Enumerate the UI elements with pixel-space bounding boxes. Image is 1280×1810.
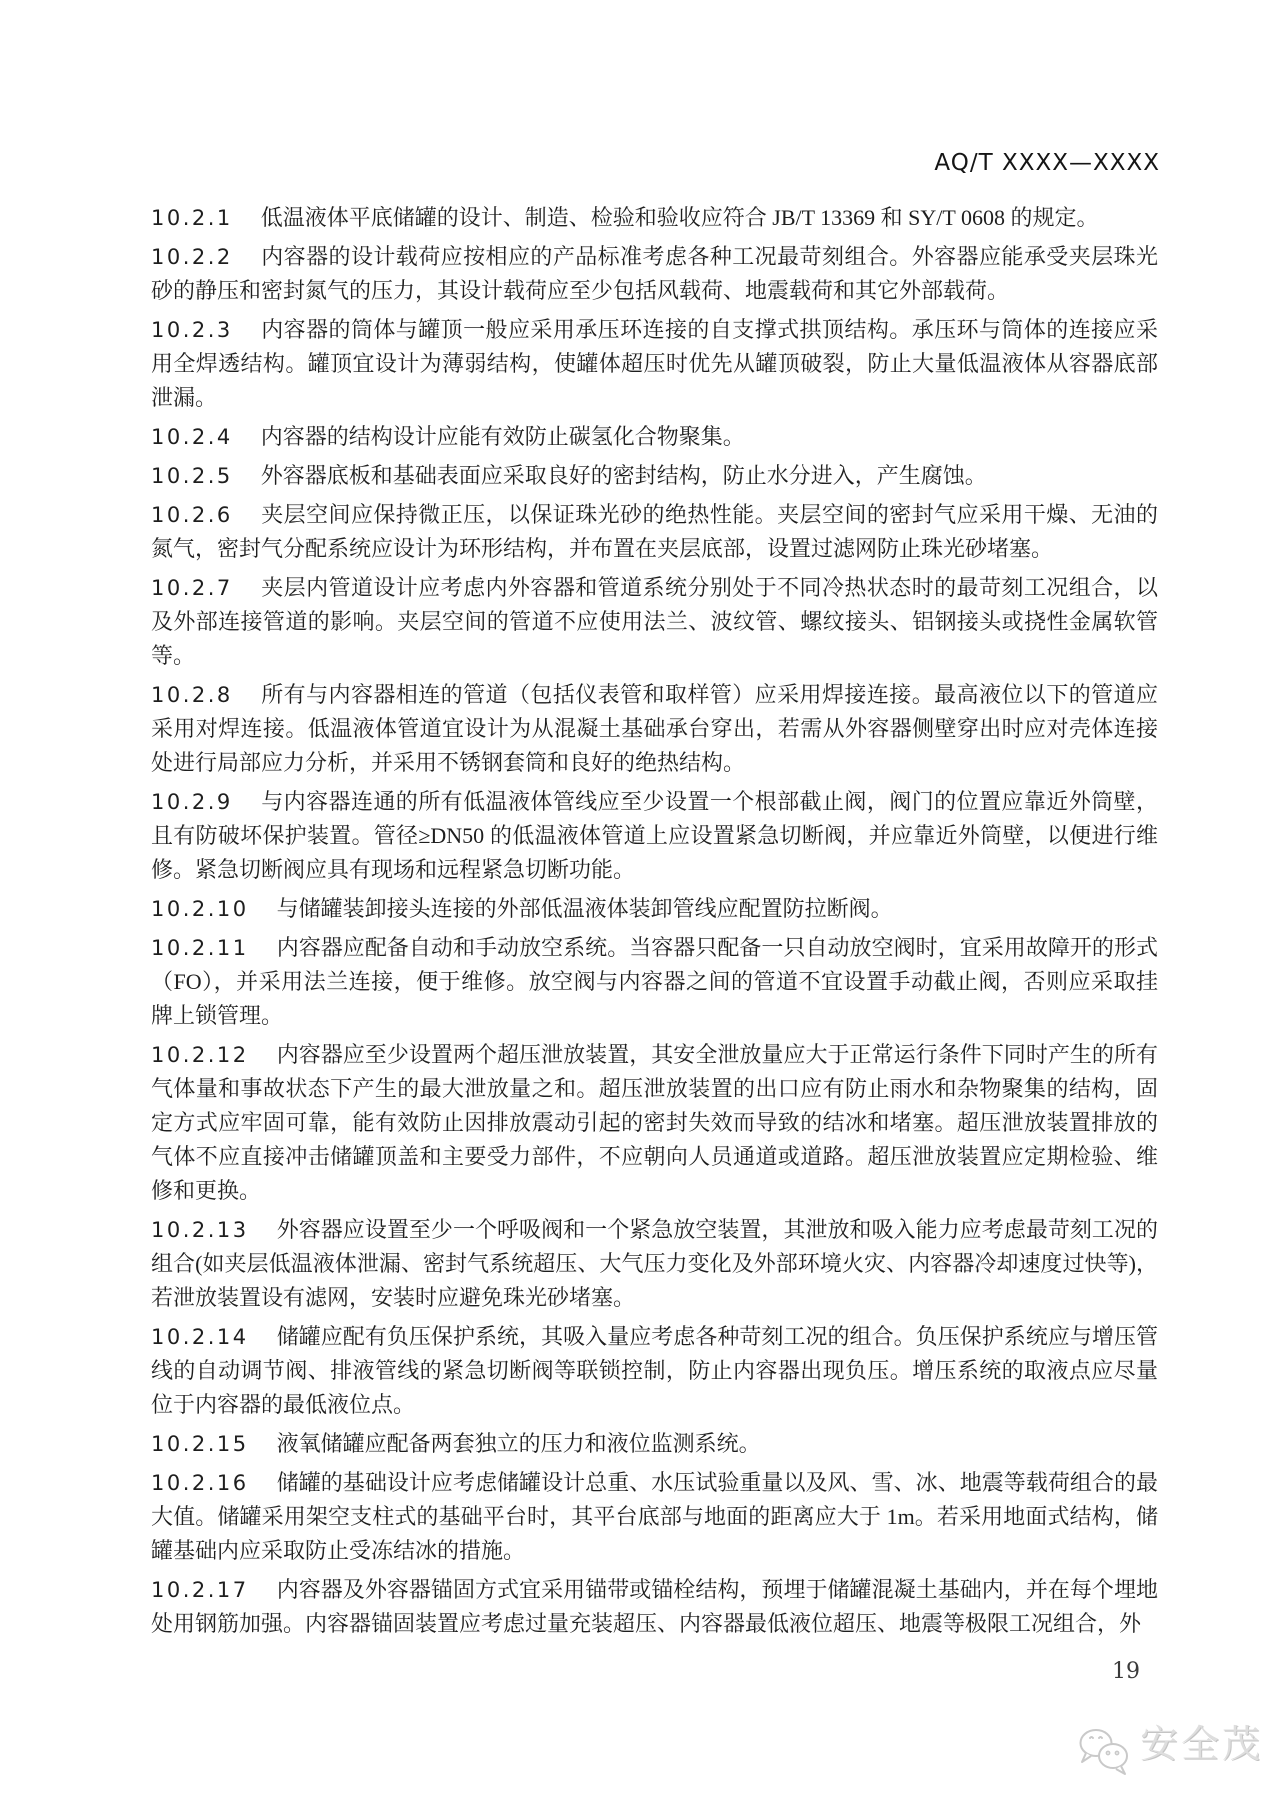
clause-paragraph xyxy=(151,201,1158,235)
clause-text: 外容器应设置至少一个呼吸阀和一个紧急放空装置，其泄放和吸入能力应考虑最苛刻工况的组合(如夹层低温液体泄漏、密封气系统超压、大气压力变化及外部环境火灾、内容器冷却速度过快等)，若泄放装置设有滤网，安装时应避免珠光砂堵塞。 xyxy=(151,1217,1158,1310)
clause-paragraph xyxy=(151,1427,1158,1461)
clause-text: 内容器应至少设置两个超压泄放装置，其安全泄放量应大于正常运行条件下同时产生的所有气体量和事故状态下产生的最大泄放量之和。超压泄放装置的出口应有防止雨水和杂物聚集的结构，固定方式应牢固可靠，能有效防止因排放震动引起的密封失效而导致的结冰和堵塞。超压泄放装置排放的气体不应直接冲击储罐顶盖和主要受力部件，不应朝向人员通道或道路。超压泄放装置应定期检验、维修和更换。 xyxy=(151,1042,1158,1203)
standard-code-header: AQ/T XXXX—XXXX xyxy=(934,150,1160,176)
clause-text: 内容器应配备自动和手动放空系统。当容器只配备一只自动放空阀时，宜采用故障开的形式（FO），并采用法兰连接，便于维修。放空阀与内容器之间的管道不宜设置手动截止阀，否则应采取挂牌上锁管理。 xyxy=(151,935,1158,1028)
clause-paragraph xyxy=(151,1213,1158,1315)
clause-paragraph xyxy=(151,931,1158,1033)
clause-paragraph xyxy=(151,313,1158,415)
clause-text: 内容器及外容器锚固方式宜采用锚带或锚栓结构，预埋于储罐混凝土基础内，并在每个埋地处用钢筋加强。内容器锚固装置应考虑过量充装超压、内容器最低液位超压、地震等极限工况组合，外 xyxy=(151,1577,1158,1636)
clause-number: 10.2.2 xyxy=(151,245,233,269)
clause-paragraph xyxy=(151,1320,1158,1422)
page-number: 19 xyxy=(1112,1659,1140,1684)
clause-text: 与储罐装卸接头连接的外部低温液体装卸管线应配置防拉断阀。 xyxy=(276,896,893,921)
clause-number: 10.2.12 xyxy=(151,1043,249,1067)
clause-number: 10.2.1 xyxy=(151,206,233,230)
clause-text: 所有与内容器相连的管道（包括仪表管和取样管）应采用焊接连接。最高液位以下的管道应采用对焊连接。低温液体管道宜设计为从混凝土基础承台穿出，若需从外容器侧壁穿出时应对壳体连接处进行局部应力分析，并采用不锈钢套筒和良好的绝热结构。 xyxy=(151,682,1158,775)
clause-number: 10.2.4 xyxy=(151,425,233,449)
clause-number: 10.2.17 xyxy=(151,1578,249,1602)
clause-text: 内容器的结构设计应能有效防止碳氢化合物聚集。 xyxy=(260,424,745,449)
clause-text: 液氧储罐应配备两套独立的压力和液位监测系统。 xyxy=(276,1431,761,1456)
clause-number: 10.2.11 xyxy=(151,936,249,960)
clause-number: 10.2.9 xyxy=(151,790,233,814)
clause-number: 10.2.8 xyxy=(151,683,233,707)
clause-number: 10.2.16 xyxy=(151,1471,249,1495)
clause-number: 10.2.6 xyxy=(151,503,233,527)
clause-paragraph xyxy=(151,678,1158,780)
clause-paragraph xyxy=(151,240,1158,308)
clause-text: 内容器的设计载荷应按相应的产品标准考虑各种工况最苛刻组合。外容器应能承受夹层珠光砂的静压和密封氮气的压力，其设计载荷应至少包括风载荷、地震载荷和其它外部载荷。 xyxy=(151,244,1158,303)
clause-number: 10.2.7 xyxy=(151,576,233,600)
watermark-text: 安全茂 xyxy=(1140,1724,1264,1766)
clause-text: 内容器的筒体与罐顶一般应采用承压环连接的自支撑式拱顶结构。承压环与筒体的连接应采用全焊透结构。罐顶宜设计为薄弱结构，使罐体超压时优先从罐顶破裂，防止大量低温液体从容器底部泄漏。 xyxy=(151,317,1158,410)
clause-text: 外容器底板和基础表面应采取良好的密封结构，防止水分进入，产生腐蚀。 xyxy=(260,463,987,488)
wechat-icon xyxy=(1076,1726,1134,1778)
clause-number: 10.2.5 xyxy=(151,464,233,488)
clause-text: 夹层空间应保持微正压，以保证珠光砂的绝热性能。夹层空间的密封气应采用干燥、无油的氮气，密封气分配系统应设计为环形结构，并布置在夹层底部，设置过滤网防止珠光砂堵塞。 xyxy=(151,502,1158,561)
clause-paragraph xyxy=(151,892,1158,926)
clause-text: 与内容器连通的所有低温液体管线应至少设置一个根部截止阀，阀门的位置应靠近外筒壁，且有防破坏保护装置。管径≥DN50 的低温液体管道上应设置紧急切断阀，并应靠近外筒壁，以便进行维修。紧急切断阀应具有现场和远程紧急切断功能。 xyxy=(151,789,1158,882)
clause-paragraph xyxy=(151,459,1158,493)
clause-text: 储罐的基础设计应考虑储罐设计总重、水压试验重量以及风、雪、冰、地震等载荷组合的最大值。储罐采用架空支柱式的基础平台时，其平台底部与地面的距离应大于 1m。若采用地面式结构，储罐基础内应采取防止受冻结冰的措施。 xyxy=(151,1470,1158,1563)
clause-number: 10.2.14 xyxy=(151,1325,249,1349)
clause-number: 10.2.13 xyxy=(151,1218,249,1242)
clause-paragraph xyxy=(151,420,1158,454)
clause-paragraph xyxy=(151,785,1158,887)
clause-paragraph xyxy=(151,1038,1158,1208)
clause-text: 夹层内管道设计应考虑内外容器和管道系统分别处于不同冷热状态时的最苛刻工况组合，以及外部连接管道的影响。夹层空间的管道不应使用法兰、波纹管、螺纹接头、铝钢接头或挠性金属软管等。 xyxy=(151,575,1158,668)
clause-number: 10.2.10 xyxy=(151,897,249,921)
clause-paragraph xyxy=(151,571,1158,673)
clause-number: 10.2.15 xyxy=(151,1432,249,1456)
clause-paragraph xyxy=(151,1573,1158,1641)
clause-paragraph xyxy=(151,1466,1158,1568)
clause-text: 储罐应配有负压保护系统，其吸入量应考虑各种苛刻工况的组合。负压保护系统应与增压管线的自动调节阀、排液管线的紧急切断阀等联锁控制，防止内容器出现负压。增压系统的取液点应尽量位于内容器的最低液位点。 xyxy=(151,1324,1158,1417)
clause-text: 低温液体平底储罐的设计、制造、检验和验收应符合 JB/T 13369 和 SY/T 0608 的规定。 xyxy=(260,205,1099,230)
document-body xyxy=(151,201,1158,1646)
clause-number: 10.2.3 xyxy=(151,318,233,342)
clause-paragraph xyxy=(151,498,1158,566)
watermark xyxy=(1076,1722,1263,1778)
